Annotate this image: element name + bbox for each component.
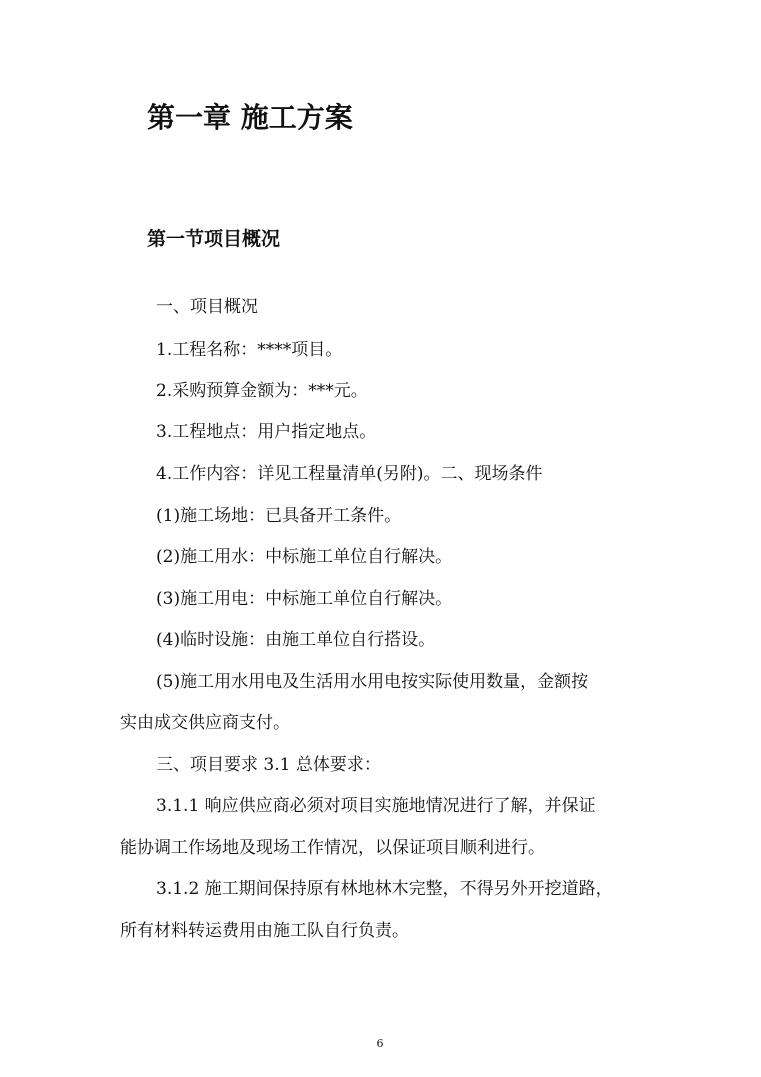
paragraph-temporary-facilities: (4)临时设施：由施工单位自行搭设。 bbox=[156, 630, 436, 650]
chapter-title: 第一章 施工方案 bbox=[147, 101, 353, 134]
paragraph-site: (1)施工场地：已具备开工条件。 bbox=[156, 506, 402, 526]
paragraph-location: 3.工程地点：用户指定地点。 bbox=[156, 422, 377, 442]
paragraph-requirements-heading: 三、项目要求 3.1 总体要求： bbox=[156, 755, 381, 775]
paragraph-project-overview-heading: 一、项目概况 bbox=[156, 297, 258, 317]
paragraph-budget: 2.采购预算金额为：***元。 bbox=[156, 381, 368, 401]
paragraph-project-name: 1.工程名称：****项目。 bbox=[156, 340, 343, 360]
page-number: 6 bbox=[376, 1037, 384, 1050]
paragraph-work-content: 4.工作内容：详见工程量清单(另附)。二、现场条件 bbox=[156, 464, 543, 484]
paragraph-payment-line-2: 实由成交供应商支付。 bbox=[120, 713, 290, 733]
paragraph-requirement-3-1-2-line-1: 3.1.2 施工期间保持原有林地林木完整，不得另外开挖道路， bbox=[156, 879, 613, 899]
paragraph-payment-line-1: (5)施工用水用电及生活用水用电按实际使用数量，金额按 bbox=[156, 672, 589, 692]
paragraph-requirement-3-1-2-line-2: 所有材料转运费用由施工队自行负责。 bbox=[120, 921, 409, 941]
paragraph-requirement-3-1-1-line-1: 3.1.1 响应供应商必须对项目实施地情况进行了解，并保证 bbox=[156, 796, 596, 816]
paragraph-requirement-3-1-1-line-2: 能协调工作场地及现场工作情况，以保证项目顺利进行。 bbox=[120, 838, 545, 858]
paragraph-water: (2)施工用水：中标施工单位自行解决。 bbox=[156, 547, 453, 567]
section-title: 第一节项目概况 bbox=[147, 228, 281, 250]
paragraph-electricity: (3)施工用电：中标施工单位自行解决。 bbox=[156, 589, 453, 609]
